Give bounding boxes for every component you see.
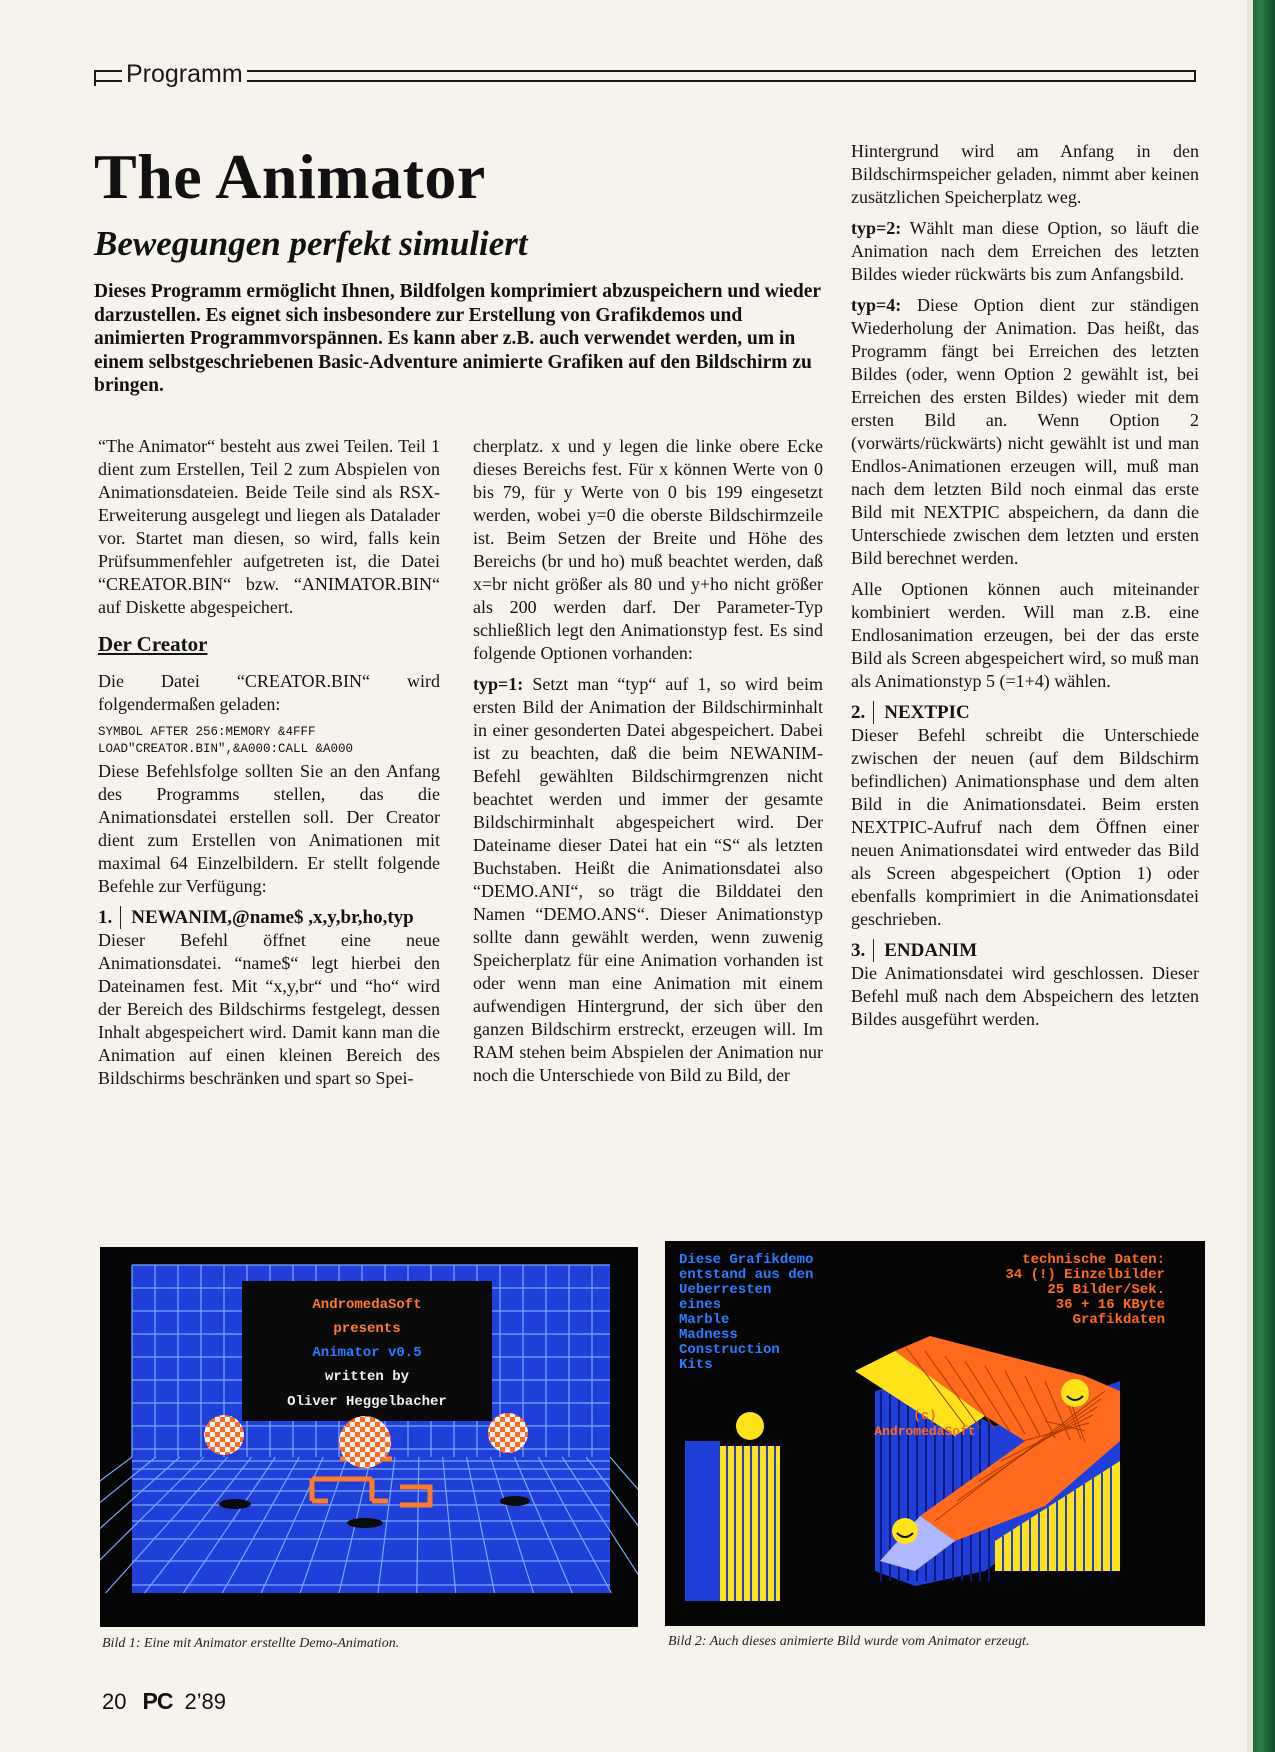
page-edge — [1247, 0, 1275, 1752]
paragraph — [851, 294, 1199, 570]
demo-text-line: Construction — [679, 1342, 780, 1358]
code-listing: SYMBOL AFTER 256:MEMORY &4FFF LOAD"CREATOR.BIN",&A000:CALL &A000 — [98, 725, 354, 756]
paragraph: cherplatz. x und y legen die linke obere Ecke dieses Bereichs fest. Für x können Werte von 0 bis 79, für y Werte von 0 bis 199 eingesetzt werden, wobei y=0 die oberste Bildschirmzeile ist. Beim Setzen der Breite und Höhe des Bereichs (br und ho) muß beachtet werden, daß x=br nicht größer als 80 und y+ho nicht größer als 200 werden darf. Der Parameter-Typ schließlich legt den Animationstyp fest. Es sind folgende Optionen vorhanden: — [473, 436, 823, 663]
paragraph: Dieser Befehl öffnet eine neue Animationsdatei. “name$“ legt hierbei den Dateinamen fest. Mit “x,y,br“ und “ho“ wird der Bereich des Bildschirms festgelegt, dessen Inhalt abgespeichert wird. Damit kann man die Animation auf einen kleinen Bereich des Bildschirms beschränken und spart so Spei- — [98, 930, 440, 1088]
ball-shadow — [219, 1499, 251, 1509]
demo-text-block-right — [1005, 1252, 1165, 1328]
paragraph — [851, 217, 1199, 286]
issue-number: 2’89 — [184, 1689, 227, 1714]
checkered-ball — [339, 1416, 391, 1468]
credit-text: AndromedaSoft — [874, 1424, 976, 1439]
ball-shadow — [347, 1518, 383, 1528]
smiley-ball — [892, 1518, 918, 1544]
demo-text-line: Grafikdaten — [1072, 1312, 1165, 1328]
text-column-1 — [98, 435, 440, 1098]
ball-shadow — [500, 1496, 530, 1506]
option-label: typ=2: — [851, 218, 902, 238]
demo-text-block-left — [679, 1252, 813, 1373]
floor-line — [100, 1457, 132, 1593]
paragraph: Dieser Befehl schreibt die Unterschiede zwischen der neuen (auf dem Bildschirm befindlichen) Animationsphase und dem alten Bild in die Animationsdatei. Beim ersten NEXTPIC-Aufruf nach dem Öffnen einer neuen Animationsdatei wird entweder das Bild als Screen abgespeichert (Option 1) oder ebenfalls komprimiert in die Animationsdatei geschrieben. — [851, 725, 1199, 929]
option-label: typ=1: — [473, 674, 524, 694]
text-column-3 — [851, 140, 1199, 1039]
demo-text-line: AndromedaSoft — [312, 1297, 422, 1313]
paragraph — [473, 673, 823, 1087]
checkered-ball — [488, 1413, 528, 1453]
figure-1-caption: Bild 1: Eine mit Animator erstellte Demo-Animation. — [102, 1636, 400, 1651]
magazine-logo: PC — [142, 1688, 173, 1714]
paragraph: Die Datei “CREATOR.BIN“ wird folgendermaßen geladen: — [98, 671, 440, 714]
demo-text-line: Marble — [679, 1312, 730, 1328]
demo-text-line: Madness — [679, 1327, 738, 1343]
demo-text-line: Oliver Heggelbacher — [287, 1394, 447, 1410]
checkered-ball — [204, 1415, 244, 1455]
command-name: ENDANIM — [884, 940, 978, 961]
page-footer — [102, 1688, 226, 1715]
demo-text-line: written by — [324, 1369, 410, 1385]
demo-text-line: Animator v0.5 — [312, 1345, 422, 1361]
pillar-stripes — [727, 1446, 775, 1601]
command-heading-endanim — [851, 939, 1199, 962]
section-heading-creator: Der Creator — [98, 632, 208, 656]
header-rule-line — [94, 70, 1196, 82]
figure-2-screenshot — [665, 1241, 1205, 1626]
option-text: Setzt man “typ“ auf 1, so wird beim ersten Bild der Animation der Bildschirminhalt in einer gesonderten Datei abgespeichert. Dabei ist zu beachten, daß die beim NEWANIM-Befehl gewählten Bildschirmgrenzen nicht beachtet werden und immer der gesamte Bildschirminhalt abgespeichert wird. Der Dateiname dieser Datei hat ein “S“ als letzten Buchstaben. Heißt die Animationsdatei also “DEMO.ANI“, so trägt die Bilddatei den Namen “DEMO.ANS“. Dieser Animationstyp sollte dann gewählt werden, wenn zuwenig Speicherplatz für eine Animation vorhanden ist oder wenn man eine Animation mit einem aufwendigen Hintergrund, der sich über den ganzen Bildschirm erstreckt, erzeugen will. Im RAM stehen beim Abspielen der Animation nur noch die Unterschiede von Bild zu Bild, der — [473, 674, 824, 1085]
credit-text: (c) — [913, 1408, 937, 1423]
page-number: 20 — [102, 1689, 127, 1714]
demo-text-line: technische Daten: — [1022, 1252, 1165, 1268]
demo-text-line: Kits — [679, 1357, 713, 1373]
header-rule-tick — [94, 70, 96, 86]
demo-text-line: 25 Bilder/Sek. — [1047, 1282, 1165, 1298]
demo-text-line: 36 + 16 KByte — [1055, 1297, 1165, 1313]
paragraph: Diese Befehlsfolge sollten Sie an den Anfang des Programms stellen, das die Animationsdatei erstellen soll. Der Creator dient zum Erstellen von Animationen mit maximal 64 Einzelbildern. Er stellt folgende Befehle zur Verfügung: — [98, 761, 440, 896]
demo-text-line: Diese Grafikdemo — [679, 1252, 814, 1268]
command-number: 1. — [98, 906, 121, 929]
smiley-ball — [1061, 1379, 1089, 1407]
demo-text-line: 34 (!) Einzelbilder — [1005, 1267, 1165, 1283]
demo-text-line: entstand aus den — [679, 1267, 814, 1283]
option-text: Diese Option dient zur ständigen Wiederholung der Animation. Das heißt, das Programm fängt bei Erreichen des letzten Bildes (oder, wenn Option 2 gewählt ist, bei Erreichen des ersten Bildes) wieder mit dem ersten Bild an. Wenn Option 2 (vorwärts/rückwärts) nicht gewählt ist und man Endlos-Animationen erzeugen will, muß man nach dem letzten Bild noch einmal das erste Bild mit NEXTPIC abspeichern, da dann die Unterschiede zwischen dem letzten und ersten Bild berechnet werden. — [851, 295, 1200, 568]
command-heading-nextpic — [851, 701, 1199, 724]
article-lead: Dieses Programm ermöglicht Ihnen, Bildfolgen komprimiert abzuspeichern und wieder darzustellen. Es eignet sich insbesondere zur Erstellung von Grafikdemos und animierten Programmvorspännen. Es kann aber z.B. auch verwendet werden, um in einem selbstgeschriebenen Basic-Adventure animierte Grafiken auf den Bildschirm zu bringen. — [94, 281, 821, 396]
paragraph: Alle Optionen können auch miteinander kombiniert werden. Will man z.B. eine Endlosanimation erzeugen, bei der das erste Bild als Screen abgespeichert wird, so muß man als Animationstyp 5 (=1+4) wählen. — [851, 579, 1199, 691]
figure-2-caption: Bild 2: Auch dieses animierte Bild wurde vom Animator erzeugt. — [668, 1634, 1030, 1649]
article-subtitle: Bewegungen perfekt simuliert — [94, 224, 528, 263]
option-text: Wählt man diese Option, so läuft die Animation nach dem Erreichen des letzten Bildes wieder rückwärts bis zum Anfangsbild. — [851, 218, 1199, 284]
marble-ball — [736, 1412, 764, 1440]
demo-text-line: eines — [679, 1297, 722, 1313]
section-label: Programm — [122, 60, 247, 89]
demo-text-line: presents — [333, 1321, 401, 1337]
command-number: 3. — [851, 939, 874, 962]
option-label: typ=4: — [851, 295, 902, 315]
paragraph: “The Animator“ besteht aus zwei Teilen. Teil 1 dient zum Erstellen, Teil 2 zum Abspielen von Animationsdateien. Beide Teile sind als RSX-Erweiterung ausgelegt und liegen als Datalader vor. Startet man diesen, so wird, falls kein Prüfsummenfehler aufgetreten ist, die Datei “CREATOR.BIN“ bzw. “ANIMATOR.BIN“ auf Diskette abgespeichert. — [98, 436, 440, 617]
pillar-left-side — [685, 1441, 720, 1601]
text-column-2 — [473, 435, 823, 1095]
command-name: NEWANIM,@name$ ,x,y,br,ho,typ — [131, 907, 414, 928]
paragraph: Hintergrund wird am Anfang in den Bildschirmspeicher geladen, nimmt aber keinen zusätzlichen Speicherplatz weg. — [851, 141, 1199, 207]
paragraph: Die Animationsdatei wird geschlossen. Dieser Befehl muß nach dem Abspeichern des letzten Bildes ausgeführt werden. — [851, 963, 1199, 1029]
command-heading-newanim — [98, 906, 440, 929]
floor-line — [610, 1457, 638, 1593]
article-title: The Animator — [94, 141, 486, 212]
figure-1-screenshot — [100, 1247, 638, 1627]
command-name: NEXTPIC — [884, 702, 970, 723]
demo-text-line: Ueberresten — [679, 1282, 772, 1298]
command-number: 2. — [851, 701, 874, 724]
section-header — [94, 60, 1196, 88]
